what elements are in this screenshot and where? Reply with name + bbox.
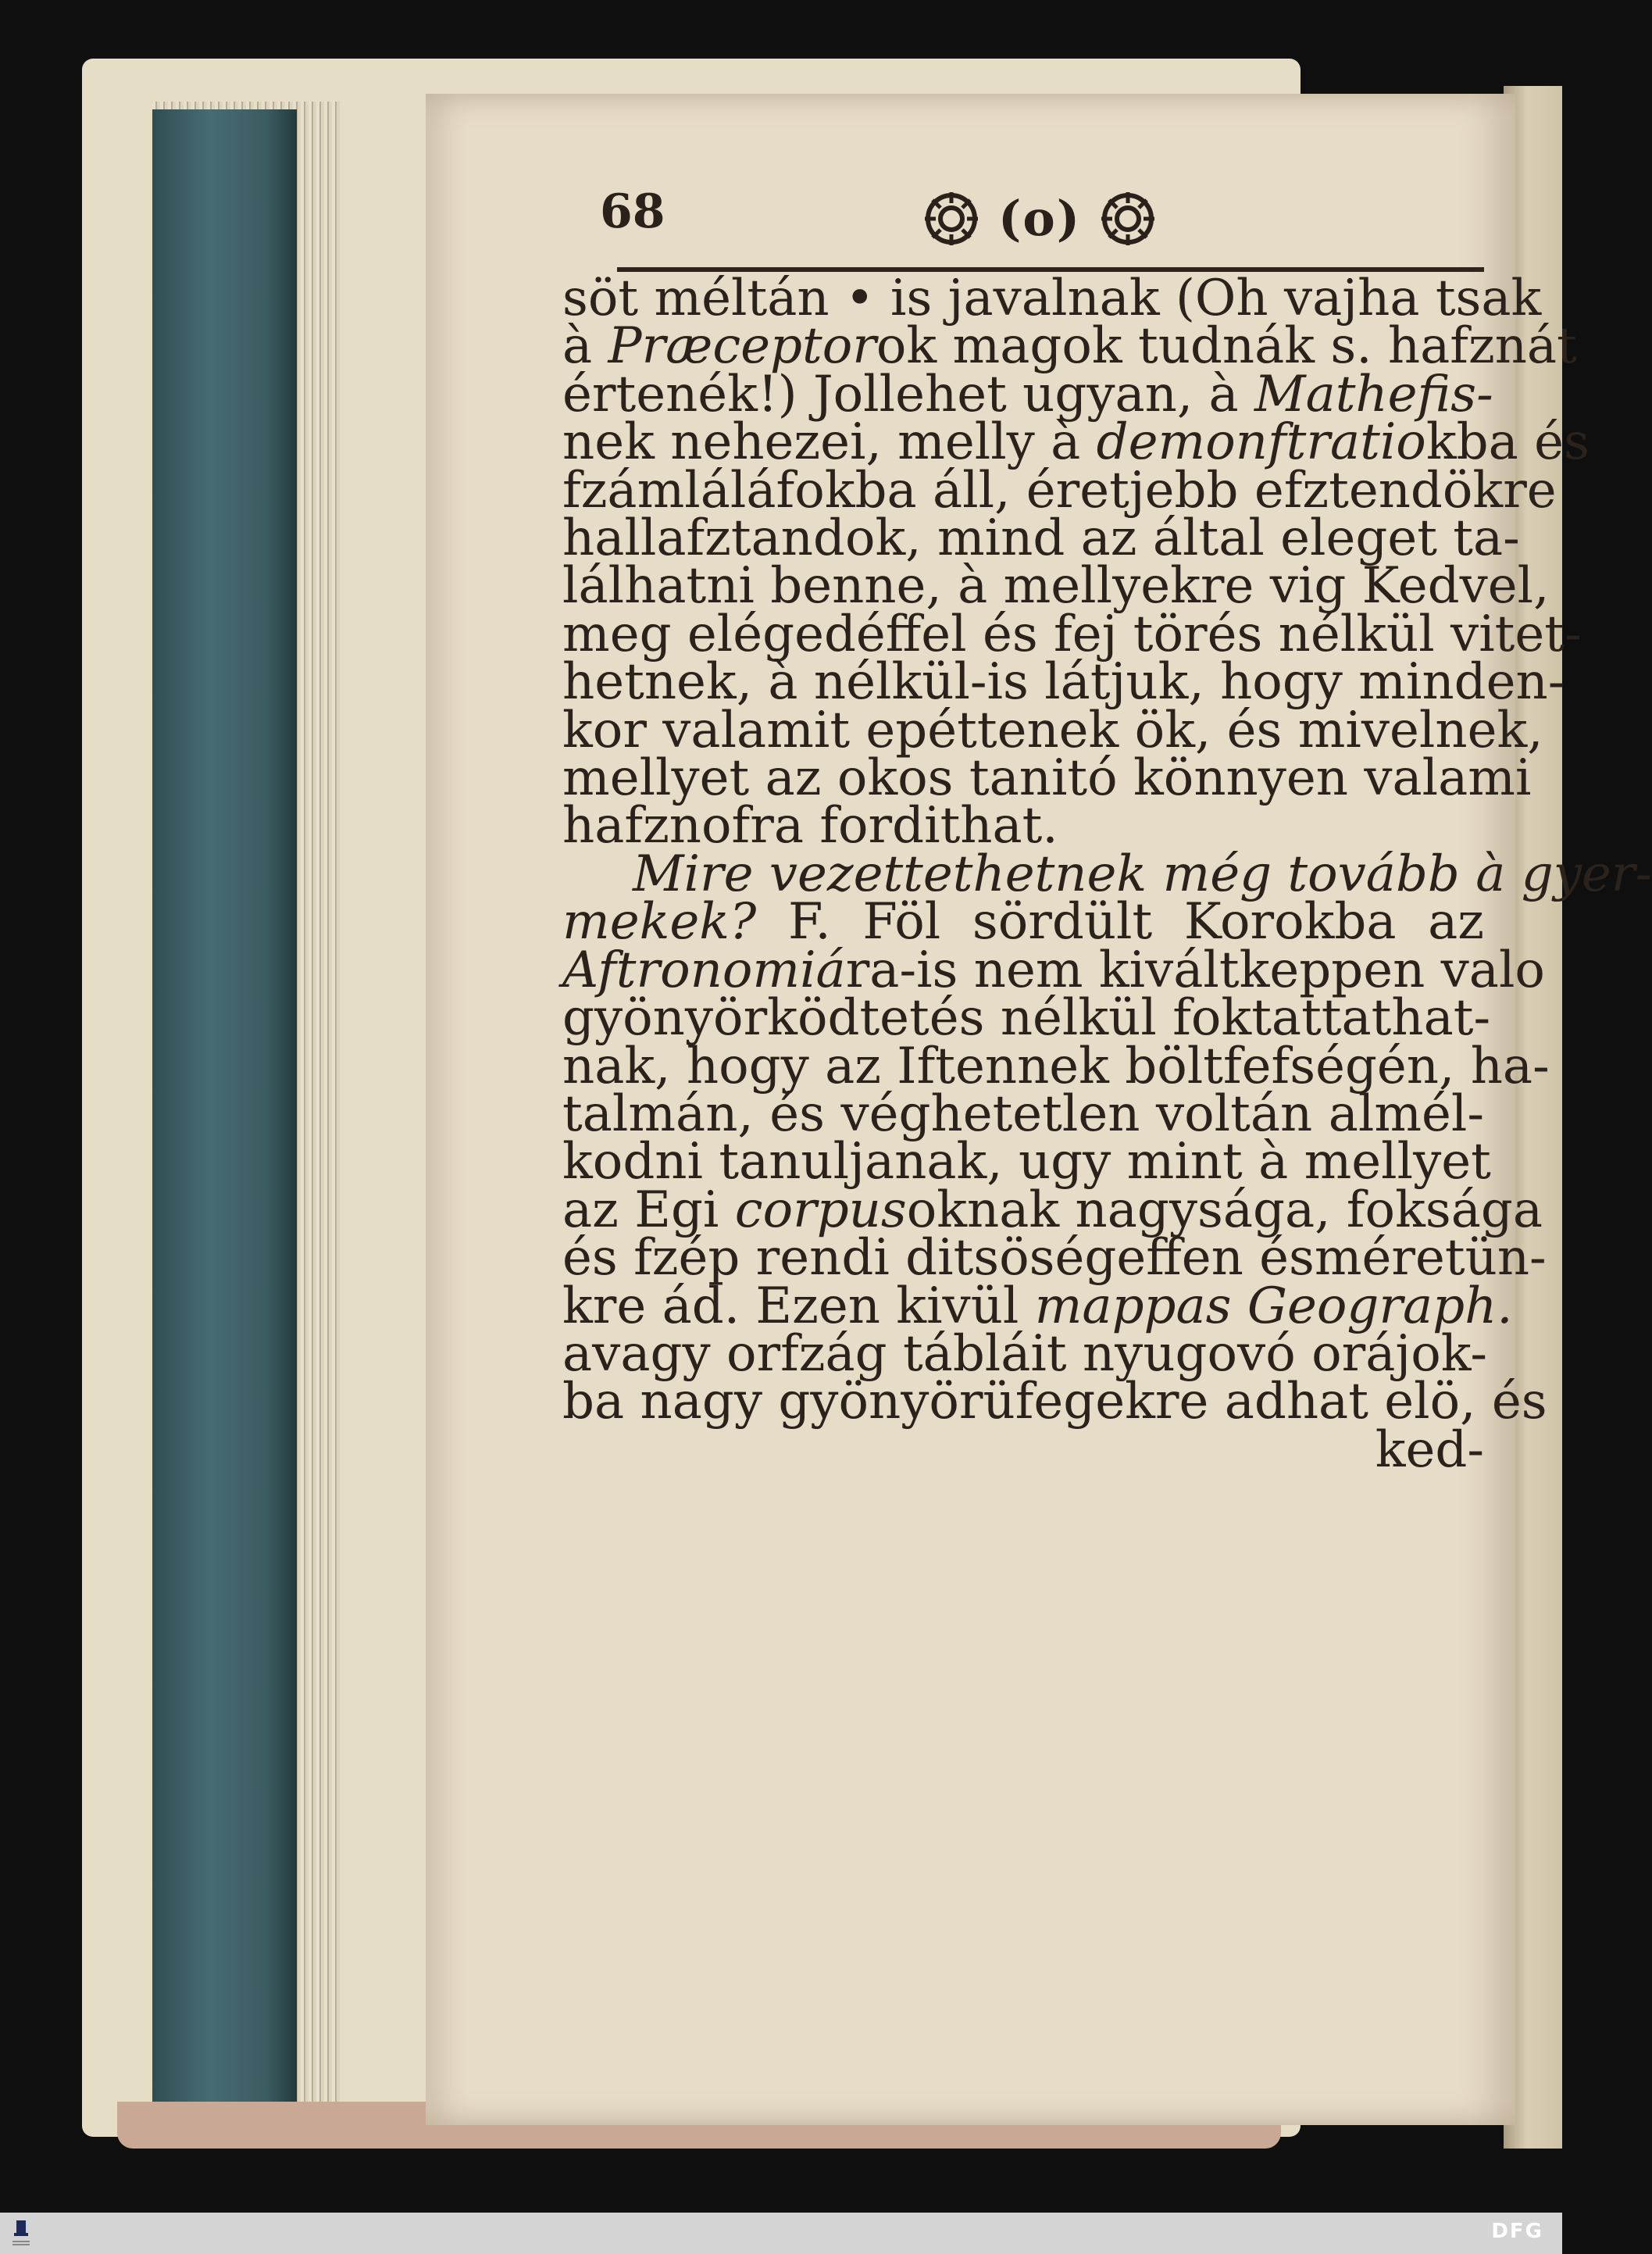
text-line xyxy=(562,365,1493,423)
text-span: lálhatni benne, à mellyekre vig Kedvel, xyxy=(562,557,1550,616)
text-line xyxy=(562,701,1543,759)
text-line xyxy=(562,317,1577,376)
text-span: mellyet az okos tanitó könnyen valami xyxy=(562,749,1532,808)
green-page-edge xyxy=(152,109,297,2125)
text-span: és fzép rendi ditsöségeffen ésméretün- xyxy=(562,1229,1547,1288)
dfg-label: DFG xyxy=(1491,2220,1543,2243)
italic-span: mappas Geograph. xyxy=(1034,1277,1513,1335)
catchword: ked- xyxy=(1375,1420,1484,1479)
text-line xyxy=(562,989,1491,1048)
text-line xyxy=(562,413,1590,472)
text-line xyxy=(562,1277,1513,1335)
text-line xyxy=(562,270,1542,327)
text-span: hallafztandok, mind az által eleget ta- xyxy=(562,509,1520,568)
text-line xyxy=(562,1084,1484,1143)
italic-span: mekek? xyxy=(562,893,757,952)
text-line xyxy=(562,1133,1491,1191)
text-span: gyönyörködtetés nélkül foktattathat- xyxy=(562,989,1491,1048)
library-logo-icon xyxy=(11,2216,31,2249)
text-span: értenék!) Jollehet ugyan, à xyxy=(562,365,1255,423)
rosette-icon xyxy=(1100,191,1156,247)
text-line xyxy=(562,749,1532,808)
rosette-icon xyxy=(923,191,979,247)
text-span: kre ád. Ezen kivül xyxy=(562,1277,1035,1335)
text-span: kodni tanuljanak, ugy mint à mellyet xyxy=(562,1133,1491,1191)
text-line xyxy=(562,1229,1547,1288)
text-line xyxy=(562,653,1565,712)
header-ornament xyxy=(923,190,1156,247)
text-line xyxy=(562,509,1520,568)
text-span: nak, hogy az Iftennek böltfefségén, ha- xyxy=(562,1037,1550,1095)
text-line xyxy=(562,1324,1487,1383)
text-span: F. Föl sördült Korokba az xyxy=(756,893,1484,952)
text-span: meg elégedéffel és fej törés nélkül vitet- xyxy=(562,605,1582,663)
text-line xyxy=(562,605,1582,663)
text-span: oknak nagysága, foksága xyxy=(906,1181,1543,1239)
text-span: kba és xyxy=(1425,413,1590,472)
italic-span: Aftronomiá xyxy=(562,941,846,999)
text-line xyxy=(562,461,1557,520)
text-span: talmán, és véghetetlen voltán almél- xyxy=(562,1084,1484,1143)
body-text xyxy=(562,270,1652,1479)
question-line xyxy=(562,845,1652,903)
italic-span: Mire vezettethetnek még tovább à gyer- xyxy=(633,845,1652,903)
text-line xyxy=(562,1373,1547,1431)
page-number: 68 xyxy=(600,184,665,239)
italic-span: Præceptor xyxy=(608,317,876,376)
text-span: avagy orfzág tábláit nyugovó orájok- xyxy=(562,1324,1487,1383)
ornament-center: (o) xyxy=(998,190,1082,247)
viewer-footer-bar xyxy=(0,2213,1562,2254)
text-span: fzámláláfokba áll, éretjebb efztendökre xyxy=(562,461,1557,520)
text-line xyxy=(562,941,1545,999)
text-span: ba nagy gyönyörüfegekre adhat elö, és xyxy=(562,1373,1547,1431)
text-line xyxy=(562,893,1484,952)
text-line xyxy=(562,1181,1543,1239)
text-span: nek nehezei, melly à xyxy=(562,413,1097,472)
italic-span: corpus xyxy=(734,1181,907,1239)
italic-span: Mathefis- xyxy=(1254,365,1493,423)
text-span: à xyxy=(562,317,608,376)
italic-span: demonftratio xyxy=(1096,413,1426,472)
text-span: hetnek, à nélkül-is látjuk, hogy minden- xyxy=(562,653,1565,712)
text-span: ok magok tudnák s. hafznát xyxy=(876,317,1577,376)
text-line xyxy=(562,797,1484,856)
text-line xyxy=(562,1037,1550,1095)
text-line xyxy=(562,557,1550,616)
text-span: kor valamit epéttenek ök, és mivelnek, xyxy=(562,701,1543,759)
text-span: söt méltán • is javalnak (Oh vajha tsak xyxy=(562,270,1542,327)
text-span: ra-is nem kiváltkeppen valo xyxy=(845,941,1545,999)
text-span: az Egi xyxy=(562,1181,735,1239)
text-span: hafznofra fordithat. xyxy=(562,797,1058,856)
